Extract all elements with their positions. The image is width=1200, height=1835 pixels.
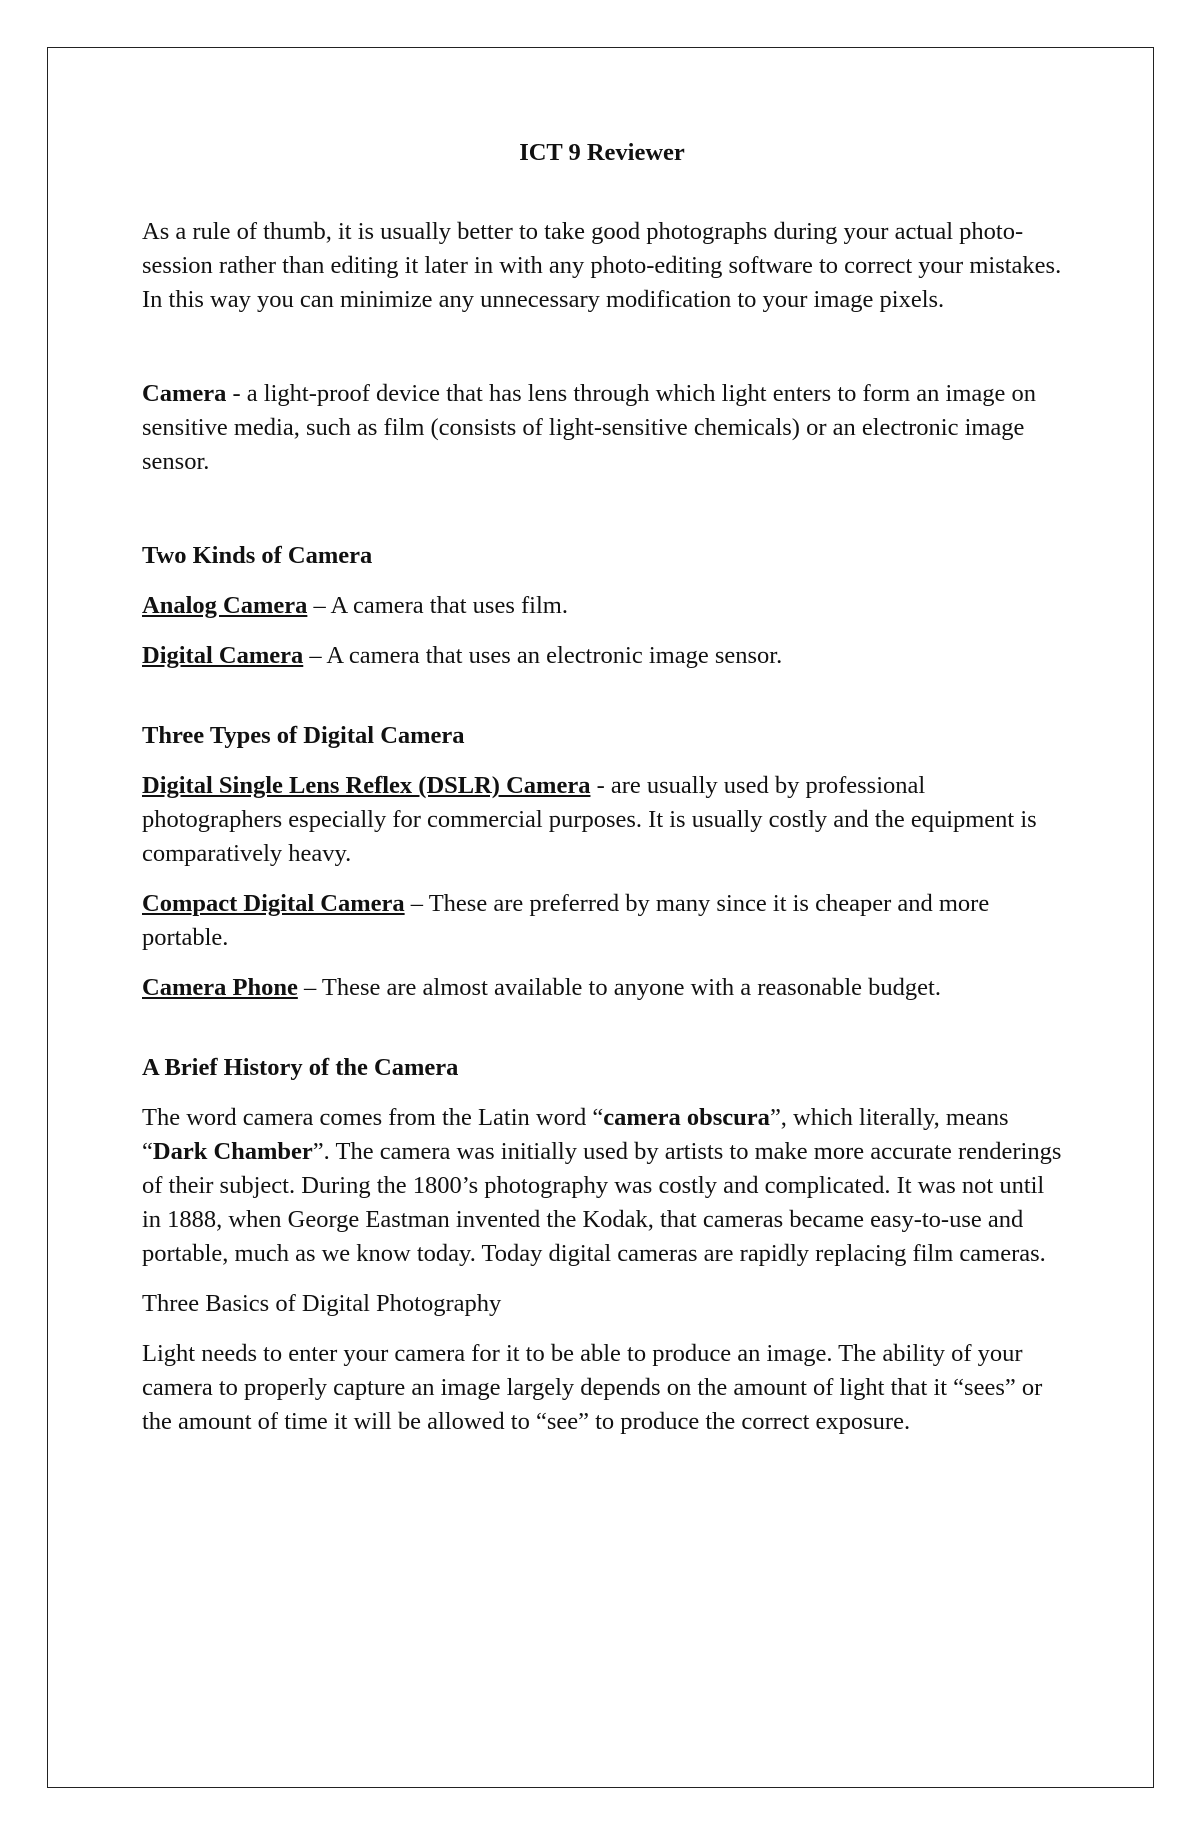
basics-heading: Three Basics of Digital Photography	[142, 1290, 502, 1317]
kinds-heading: Two Kinds of Camera	[142, 542, 373, 569]
camera-definition	[142, 377, 1062, 479]
digital-camera-text: – A camera that uses an electronic image sensor.	[303, 642, 783, 669]
kind-item-analog	[142, 589, 1062, 623]
document-title: ICT 9 Reviewer	[519, 139, 685, 166]
history-paragraph	[142, 1101, 1062, 1271]
history-text-2: ”, which literally, means “	[142, 1104, 1009, 1165]
compact-text: – These are preferred by many since it is cheaper and more portable.	[142, 890, 990, 951]
history-text-3: ”. The camera was initially used by artists to make more accurate renderings of their subject. During the 1800’s photography was costly and complicated. It was not until in 1888, when George Eastman invented the Kodak, that cameras became easy-to-use and portable, much as we know today. Today digital cameras are rapidly replacing film cameras.	[142, 1138, 1062, 1267]
analog-camera-term: Analog Camera	[142, 592, 308, 619]
camera-term: Camera	[142, 380, 227, 407]
camera-definition-text: - a light-proof device that has lens through which light enters to form an image on sensitive media, such as film (consists of light-sensitive chemicals) or an electronic image sensor.	[142, 380, 1037, 475]
basics-paragraph: Light needs to enter your camera for it to be able to produce an image. The ability of your camera to properly capture an image largely depends on the amount of light that it “sees” or the amount of time it will be allowed to “see” to produce the correct exposure.	[142, 1340, 1043, 1435]
document-body	[142, 136, 1062, 1439]
dslr-text: - are usually used by professional photographers especially for commercial purposes. It is usually costly and the equipment is comparatively heavy.	[142, 772, 1037, 867]
digital-camera-term: Digital Camera	[142, 642, 304, 669]
history-heading: A Brief History of the Camera	[142, 1054, 459, 1081]
type-item-dslr	[142, 769, 1062, 871]
dark-chamber-term: Dark Chamber	[152, 1138, 313, 1165]
phone-text: – These are almost available to anyone with a reasonable budget.	[297, 974, 941, 1001]
analog-camera-text: – A camera that uses film.	[307, 592, 568, 619]
type-item-phone	[142, 971, 1062, 1005]
camera-obscura-term: camera obscura	[603, 1104, 770, 1131]
kind-item-digital	[142, 639, 1062, 673]
compact-term: Compact Digital Camera	[142, 890, 405, 917]
types-heading: Three Types of Digital Camera	[142, 722, 465, 749]
phone-term: Camera Phone	[142, 974, 298, 1001]
history-text-1: The word camera comes from the Latin word “	[142, 1104, 604, 1131]
type-item-compact	[142, 887, 1062, 955]
dslr-term: Digital Single Lens Reflex (DSLR) Camera	[142, 772, 591, 799]
intro-paragraph: As a rule of thumb, it is usually better to take good photographs during your actual photo-session rather than editing it later in with any photo-editing software to correct your mistakes. In this way you can minimize any unnecessary modification to your image pixels.	[142, 218, 1062, 313]
